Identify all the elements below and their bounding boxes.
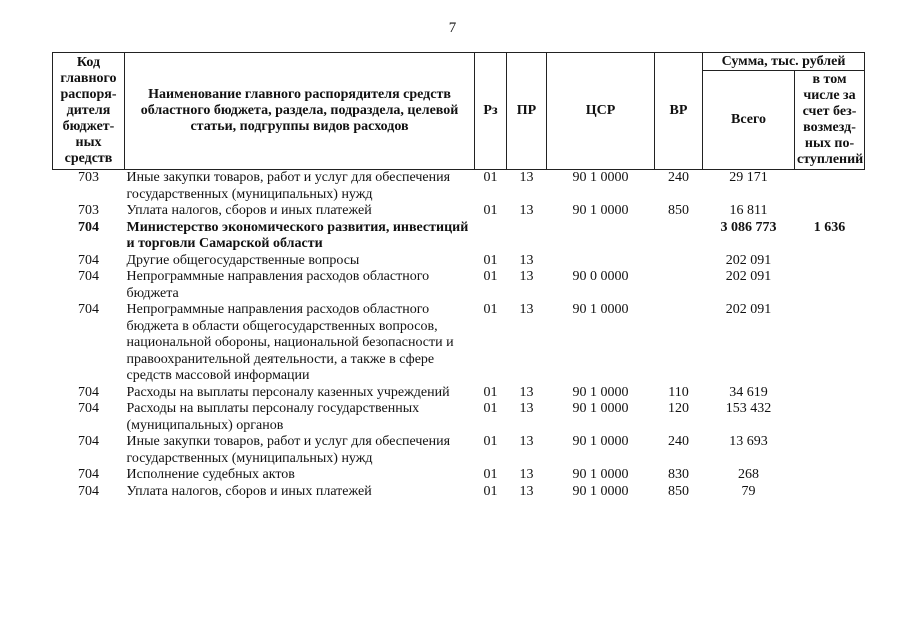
cell-vr: [655, 220, 703, 253]
cell-vr: 120: [668, 401, 689, 416]
cell-csr: 90 1 0000: [572, 203, 629, 218]
header-sum: Сумма, тыс. рублей: [703, 53, 865, 71]
cell-rz: 01: [483, 384, 498, 400]
cell-total: 268: [738, 467, 759, 482]
table-row: [53, 467, 865, 484]
cell-total: 202 091: [725, 252, 772, 268]
cell-pr: 13: [519, 269, 534, 284]
cell-vr: 240: [668, 170, 689, 185]
table-row: [53, 220, 865, 253]
cell-name: Другие общегосударственные вопросы: [126, 252, 360, 268]
table-row: [53, 269, 865, 302]
header-csr: ЦСР: [547, 53, 655, 170]
table-header: [53, 53, 865, 170]
cell-pr: 13: [519, 203, 534, 218]
cell-csr: 90 1 0000: [572, 170, 629, 185]
cell-csr: [547, 220, 655, 253]
cell-pr: 13: [519, 483, 534, 499]
cell-csr: 90 1 0000: [572, 384, 629, 400]
cell-total: 202 091: [725, 302, 772, 317]
cell-pr: 13: [519, 434, 534, 449]
cell-pr: 13: [519, 467, 534, 482]
table-row: [53, 170, 865, 204]
cell-total: 202 091: [725, 269, 772, 284]
table-row: [53, 385, 865, 402]
cell-code: 704: [78, 467, 99, 482]
cell-name: Уплата налогов, сборов и иных платежей: [126, 483, 372, 499]
cell-vr: 850: [668, 483, 689, 499]
cell-gratuitous: [795, 170, 865, 204]
cell-pr: 13: [519, 252, 534, 268]
cell-gratuitous: [795, 434, 865, 467]
header-vr: ВР: [655, 53, 703, 170]
cell-total: 153 432: [725, 401, 772, 416]
page-number: 7: [448, 20, 457, 36]
cell-code: 704: [78, 302, 99, 317]
header-total: Всего: [703, 71, 795, 170]
cell-name: Непрограммные направления расходов областного бюджета: [126, 269, 430, 301]
table-row: [53, 302, 865, 385]
cell-pr: 13: [519, 302, 534, 317]
table-body: [53, 170, 865, 503]
cell-total: 29 171: [729, 170, 768, 185]
cell-rz: 01: [483, 434, 498, 449]
cell-pr: 13: [519, 170, 534, 185]
cell-name: Иные закупки товаров, работ и услуг для обеспечения государственных (муниципальных) нужд: [126, 170, 451, 202]
cell-code: 704: [78, 252, 99, 268]
cell-vr: [655, 269, 703, 302]
cell-code: 703: [78, 170, 99, 185]
cell-name: Расходы на выплаты персоналу казенных учреждений: [126, 384, 450, 400]
cell-total: 79: [741, 483, 756, 499]
cell-csr: 90 1 0000: [572, 302, 629, 317]
cell-rz: 01: [483, 170, 498, 185]
cell-vr: 830: [668, 467, 689, 482]
cell-rz: 01: [483, 483, 498, 499]
cell-gratuitous: [795, 253, 865, 270]
table-row: [53, 253, 865, 270]
cell-name: Непрограммные направления расходов областного бюджета в области общегосударственных вопросов, национальной обороны, национальной безопасности и правоохранительной деятельности, а также в сфере средств массовой информации: [126, 302, 454, 383]
cell-code: 704: [78, 401, 99, 416]
cell-pr: 13: [519, 401, 534, 416]
cell-name: Иные закупки товаров, работ и услуг для обеспечения государственных (муниципальных) нужд: [126, 434, 451, 466]
cell-vr: [655, 253, 703, 270]
cell-code: 704: [78, 384, 99, 400]
header-gratuitous: в том числе за счет без-возмезд-ных по-ступлений: [795, 71, 865, 170]
cell-vr: 240: [668, 434, 689, 449]
table-row: [53, 401, 865, 434]
table-row: [53, 434, 865, 467]
cell-pr: 13: [519, 384, 534, 400]
cell-name: Министерство экономического развития, инвестиций и торговли Самарской области: [126, 219, 469, 251]
cell-gratuitous: [795, 385, 865, 402]
cell-gratuitous: [795, 302, 865, 385]
cell-gratuitous: [795, 467, 865, 484]
cell-rz: 01: [483, 203, 498, 218]
cell-rz: 01: [483, 302, 498, 317]
cell-csr: 90 0 0000: [572, 269, 629, 284]
cell-code: 704: [78, 269, 99, 284]
header-name: Наименование главного распорядителя средств областного бюджета, раздела, подраздела, целевой статьи, подгруппы видов расходов: [125, 53, 475, 170]
cell-gratuitous: [795, 484, 865, 503]
cell-vr: [655, 302, 703, 385]
cell-code: 704: [78, 483, 99, 499]
cell-gratuitous: [795, 203, 865, 220]
header-pr: ПР: [507, 53, 547, 170]
cell-rz: 01: [483, 252, 498, 268]
cell-code: 704: [78, 219, 99, 235]
cell-vr: 110: [668, 384, 689, 400]
cell-gratuitous: 1 636: [813, 219, 846, 235]
cell-code: 703: [78, 203, 99, 218]
cell-pr: [507, 220, 547, 253]
cell-csr: 90 1 0000: [572, 401, 629, 416]
cell-gratuitous: [795, 401, 865, 434]
cell-csr: [547, 253, 655, 270]
table-row: [53, 484, 865, 503]
cell-name: Расходы на выплаты персоналу государственных (муниципальных) органов: [126, 401, 420, 433]
cell-vr: 850: [668, 203, 689, 218]
cell-total: 3 086 773: [720, 219, 777, 235]
cell-gratuitous: [795, 269, 865, 302]
cell-csr: 90 1 0000: [572, 434, 629, 449]
cell-total: 13 693: [729, 434, 768, 449]
cell-rz: 01: [483, 467, 498, 482]
cell-name: Уплата налогов, сборов и иных платежей: [126, 203, 372, 218]
cell-name: Исполнение судебных актов: [126, 467, 295, 482]
cell-code: 704: [78, 434, 99, 449]
header-code: Код главного распоря-дителя бюджет-ных средств: [53, 53, 125, 170]
cell-total: 34 619: [729, 384, 768, 400]
cell-rz: 01: [483, 401, 498, 416]
cell-csr: 90 1 0000: [572, 467, 629, 482]
header-rz: Рз: [475, 53, 507, 170]
cell-rz: 01: [483, 269, 498, 284]
cell-total: 16 811: [729, 203, 768, 218]
budget-table: [52, 52, 865, 502]
cell-csr: 90 1 0000: [572, 483, 629, 499]
table-row: [53, 203, 865, 220]
cell-rz: [475, 220, 507, 253]
